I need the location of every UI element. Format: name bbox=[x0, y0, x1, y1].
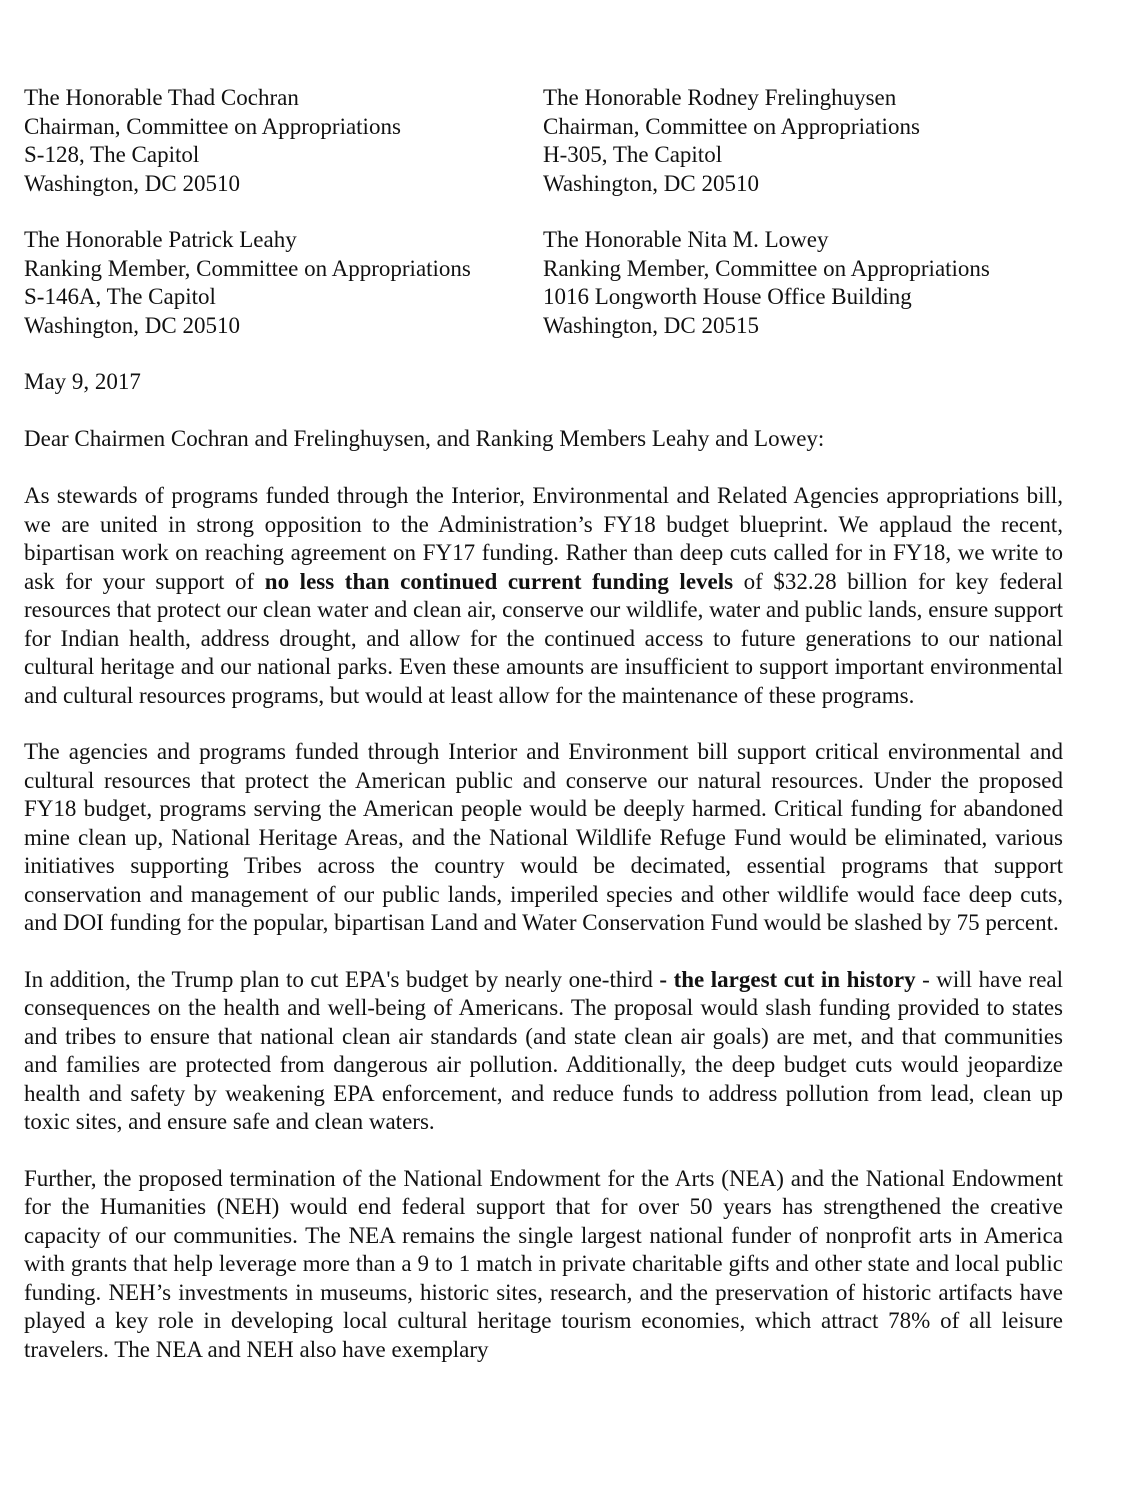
letter-body bbox=[24, 482, 1063, 1392]
addressee-city: Washington, DC 20515 bbox=[543, 312, 760, 338]
addressee-office: S-146A, The Capitol bbox=[24, 284, 216, 309]
addressee-lowey bbox=[543, 226, 1043, 340]
addressee-title: Ranking Member, Committee on Appropriations bbox=[543, 255, 990, 281]
paragraph-text: Further, the proposed termination of the National Endowment for the Arts (NEA) and the National Endowment for the Humanities (NEH) would end federal support that for over 50 years has strengthened the creative capacity of our communities. The NEA remains the single largest national funder of nonprofit arts in America with grants that help leverage more than a 9 to 1 match in private charitable gifts and other state and local public funding. NEH’s investments in museums, historic sites, research, and the preservation of historic artifacts have played a key role in developing local cultural heritage tourism economies, which attract 78% of all leisure travelers. The NEA and NEH also have exemplary bbox=[24, 1165, 1063, 1362]
addressee-city: Washington, DC 20510 bbox=[24, 312, 241, 338]
addressee-title: Chairman, Committee on Appropriations bbox=[24, 113, 401, 139]
addressee-office: H-305, The Capitol bbox=[543, 142, 723, 167]
emphasis-text: no less than continued current funding levels bbox=[264, 568, 734, 594]
letter-date: May 9, 2017 bbox=[24, 369, 141, 394]
addressee-city: Washington, DC 20510 bbox=[24, 170, 241, 196]
addressee-title: Chairman, Committee on Appropriations bbox=[543, 113, 920, 139]
paragraph-3 bbox=[24, 966, 1063, 1137]
addressee-name: The Honorable Rodney Frelinghuysen bbox=[543, 85, 897, 110]
addressee-city: Washington, DC 20510 bbox=[543, 170, 760, 196]
salutation: Dear Chairmen Cochran and Frelinghuysen, and Ranking Members Leahy and Lowey: bbox=[24, 426, 825, 451]
addressee-title: Ranking Member, Committee on Appropriations bbox=[24, 255, 471, 281]
addressee-cochran bbox=[24, 84, 543, 198]
addressee-office: 1016 Longworth House Office Building bbox=[543, 284, 912, 309]
paragraph-text: - will have real consequences on the health and well-being of Americans. The proposal would slash funding provided to states and tribes to ensure that national clean air standards (and state clean air goals) are met, and that communities and families are protected from dangerous air pollution. Additionally, the deep budget cuts would jeopardize health and safety by weakening EPA enforcement, and reduce funds to address pollution from lead, clean up toxic sites, and ensure safe and clean waters. bbox=[24, 966, 1063, 1134]
addressee-frelinghuysen bbox=[543, 84, 1043, 198]
paragraph-1 bbox=[24, 482, 1063, 710]
paragraph-text: In addition, the Trump plan to cut EPA's budget by nearly one-third bbox=[24, 966, 660, 992]
addressee-leahy bbox=[24, 226, 543, 340]
paragraph-text: As stewards of programs funded through the Interior, Environmental and Related Agencies appropriations bill, we are united in strong opposition to the Administration’s FY18 budget blueprint. We applaud the recent, bipartisan work on reaching agreement on FY17 funding. Rather than deep cuts called for in FY18, we write to ask for your support of bbox=[24, 483, 1063, 594]
paragraph-text: The agencies and programs funded through Interior and Environment bill support critical environmental and cultural resources that protect the American public and conserve our natural resources. Under the proposed FY18 budget, programs serving the American people would be deeply harmed. Critical funding for abandoned mine clean up, National Heritage Areas, and the National Wildlife Refuge Fund would be eliminated, various initiatives supporting Tribes across the country would be decimated, essential programs that support conservation and management of our public lands, imperiled species and other wildlife would face deep cuts, and DOI funding for the popular, bipartisan Land and Water Conservation Fund would be slashed by 75 percent. bbox=[24, 739, 1063, 935]
emphasis-text: - the largest cut in history bbox=[659, 966, 916, 992]
paragraph-text: of $32.28 billion for key federal resources that protect our clean water and clean air, conserve our wildlife, water and public lands, ensure support for Indian health, address drought, and allow for the continued access to future generations to our national cultural heritage and our national parks. Even these amounts are insufficient to support important environmental and cultural resources programs, but would at least allow for the maintenance of these programs. bbox=[24, 568, 1063, 708]
paragraph-2 bbox=[24, 738, 1063, 938]
paragraph-4 bbox=[24, 1165, 1063, 1365]
addressee-name: The Honorable Patrick Leahy bbox=[24, 227, 297, 252]
addressee-block bbox=[24, 84, 1064, 340]
addressee-name: The Honorable Nita M. Lowey bbox=[543, 227, 829, 252]
addressee-office: S-128, The Capitol bbox=[24, 142, 200, 167]
addressee-name: The Honorable Thad Cochran bbox=[24, 85, 299, 110]
